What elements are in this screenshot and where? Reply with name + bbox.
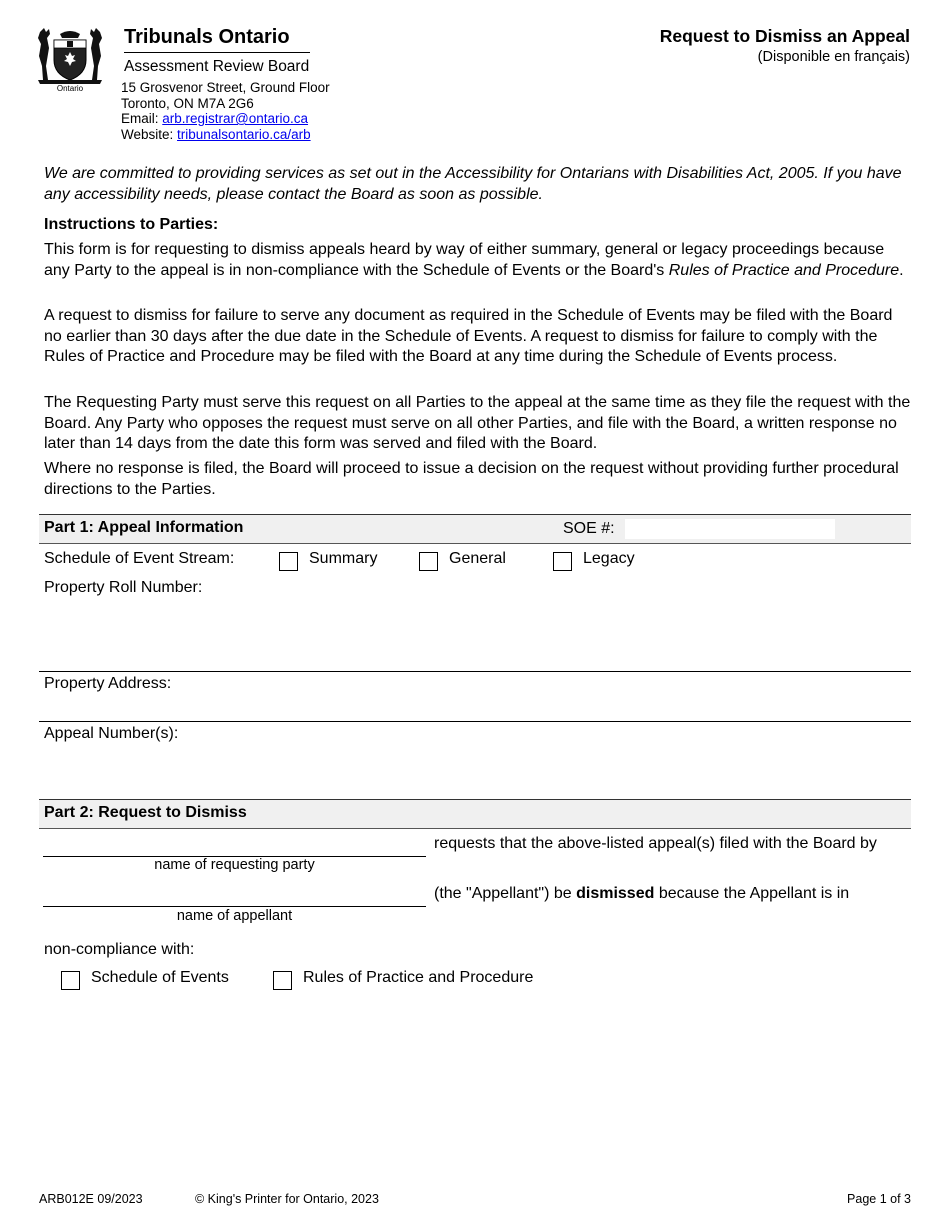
ontario-crest-logo <box>36 26 104 92</box>
accessibility-statement: We are committed to providing services as set out in the Accessibility for Ontarians with Disabilities Act, 2005. If you have any accessibility needs, please contact the Board as soon as possible. <box>44 165 902 203</box>
soe-label: SOE #: <box>563 520 615 537</box>
roll-number-label: Property Roll Number: <box>44 579 203 596</box>
stream-summary-checkbox[interactable] <box>279 552 298 571</box>
requesting-party-field[interactable] <box>43 832 426 856</box>
instructions-paragraph-4: Where no response is filed, the Board will proceed to issue a decision on the request without providing further procedural directions to the Parties. <box>44 460 899 498</box>
property-address-field[interactable] <box>39 694 911 720</box>
contact-block <box>121 80 330 142</box>
address-line-2: Toronto, ON M7A 2G6 <box>121 95 254 111</box>
email-row <box>121 111 330 127</box>
schedule-of-events-label: Schedule of Events <box>91 969 229 986</box>
appeal-numbers-label: Appeal Number(s): <box>44 725 179 742</box>
part2-header <box>39 799 911 829</box>
appeal-numbers-field[interactable] <box>39 744 911 798</box>
part1-title: Part 1: Appeal Information <box>44 519 244 536</box>
crest-caption: Ontario <box>56 84 84 93</box>
form-title: Request to Dismiss an Appeal <box>659 26 910 46</box>
stream-general-checkbox[interactable] <box>419 552 438 571</box>
statement-2-end: because the Appellant is in <box>654 885 850 902</box>
organization-name: Tribunals Ontario <box>124 26 290 48</box>
rules-of-practice-checkbox[interactable] <box>273 971 292 990</box>
part2-title: Part 2: Request to Dismiss <box>44 804 247 821</box>
soe-number-input[interactable] <box>625 519 835 539</box>
website-label: Website: <box>121 126 178 142</box>
stream-label: Schedule of Event Stream: <box>44 550 235 567</box>
board-name: Assessment Review Board <box>124 58 310 75</box>
email-label: Email: <box>121 111 163 126</box>
property-address-divider <box>39 721 911 722</box>
request-statement-1: requests that the above-listed appeal(s) filed with the Board by <box>434 835 877 852</box>
instructions-heading: Instructions to Parties: <box>44 216 219 233</box>
page-number: Page 1 of 3 <box>847 1192 911 1206</box>
requesting-party-caption: name of requesting party <box>154 857 315 873</box>
statement-2-start: (the "Appellant") be <box>434 885 577 902</box>
schedule-of-events-checkbox[interactable] <box>61 971 80 990</box>
org-name-divider <box>124 52 310 53</box>
p1-text: This form is for requesting to dismiss appeals heard by way of either summary, general or legacy proceedings because any Party to the appeal is in non-compliance with the Schedule of Events or the Board's <box>44 241 885 279</box>
appellant-field[interactable] <box>43 882 426 906</box>
roll-number-divider <box>39 671 911 672</box>
copyright: © King's Printer for Ontario, 2023 <box>195 1192 379 1206</box>
stream-general-label: General <box>449 550 506 567</box>
email-link[interactable]: arb.registrar@ontario.ca <box>162 111 309 126</box>
roll-number-field[interactable] <box>39 598 911 670</box>
part1-header <box>39 514 911 544</box>
property-address-label: Property Address: <box>44 675 172 692</box>
statement-2-dismissed: dismissed <box>576 885 655 902</box>
website-row <box>121 127 330 143</box>
instructions-paragraph-2: A request to dismiss for failure to serve any document as required in the Schedule of Events may be filed with the Board no earlier than 30 days after the due date in the Schedule of Events. A request to dismiss for failure to comply with the Rules of Practice and Procedure may be filed with the Board at any time during the Schedule of Events process. <box>44 307 893 365</box>
appellant-caption: name of appellant <box>176 908 293 924</box>
noncompliance-label: non-compliance with: <box>44 941 195 958</box>
appellant-line <box>43 906 426 907</box>
request-statement-2 <box>434 885 849 903</box>
stream-legacy-label: Legacy <box>583 550 635 567</box>
rules-of-practice-label: Rules of Practice and Procedure <box>303 969 534 986</box>
p1-rules-title: Rules of Practice and Procedure <box>668 261 900 279</box>
french-availability-note: (Disponible en français) <box>757 49 910 65</box>
form-code: ARB012E 09/2023 <box>39 1192 143 1206</box>
website-link[interactable]: tribunalsontario.ca/arb <box>177 126 311 142</box>
instructions-paragraph-3: The Requesting Party must serve this request on all Parties to the appeal at the same time as they file the request with the Board. Any Party who opposes the request must serve on all other Parties, and file with the Board, a written response no later than 14 days from the date this form was served and filed with the Board. <box>44 394 911 452</box>
address-line-1: 15 Grosvenor Street, Ground Floor <box>121 80 330 95</box>
p1-end: . <box>899 261 904 279</box>
instructions-paragraph-1 <box>44 240 912 281</box>
stream-legacy-checkbox[interactable] <box>553 552 572 571</box>
stream-summary-label: Summary <box>309 550 378 567</box>
